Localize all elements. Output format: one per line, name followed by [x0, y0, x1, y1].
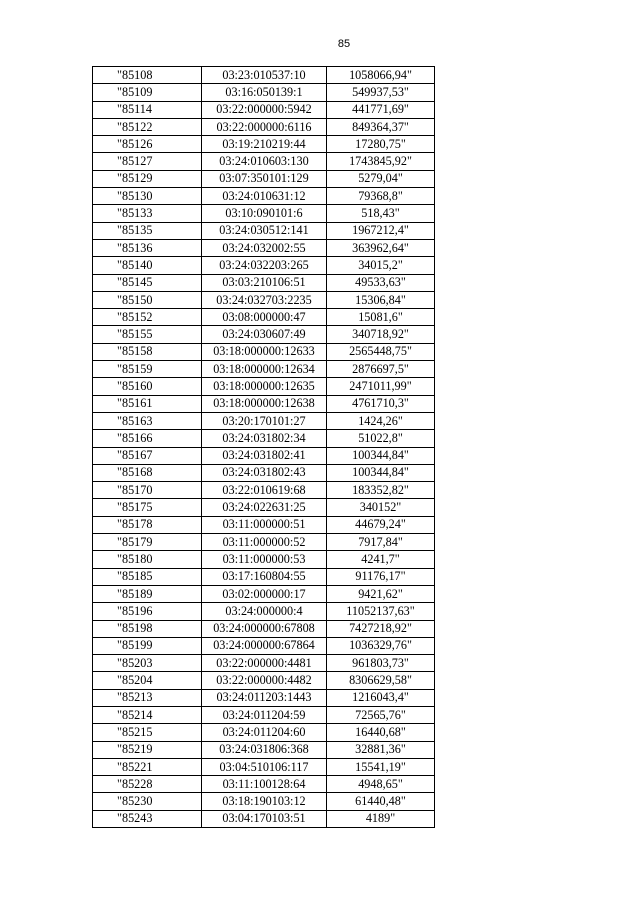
record-id-cell: "85152: [93, 309, 202, 326]
record-id-cell: "85109: [93, 84, 202, 101]
cadastral-number-cell: 03:24:000000:4: [202, 603, 327, 620]
value-cell: 15306,84": [327, 291, 435, 308]
record-id-cell: "85130: [93, 188, 202, 205]
value-cell: 2876697,5": [327, 361, 435, 378]
value-cell: 340152": [327, 499, 435, 516]
record-id-cell: "85122: [93, 118, 202, 135]
cadastral-number-cell: 03:22:000000:4482: [202, 672, 327, 689]
cadastral-number-cell: 03:24:032002:55: [202, 239, 327, 256]
value-cell: 51022,8": [327, 430, 435, 447]
value-cell: 8306629,58": [327, 672, 435, 689]
value-cell: 4761710,3": [327, 395, 435, 412]
cadastral-number-cell: 03:11:000000:52: [202, 534, 327, 551]
table-row: [93, 585, 435, 602]
record-id-cell: "85126: [93, 136, 202, 153]
record-id-cell: "85203: [93, 655, 202, 672]
value-cell: 4948,65": [327, 776, 435, 793]
record-id-cell: "85108: [93, 67, 202, 84]
table-row: [93, 222, 435, 239]
record-id-cell: "85129: [93, 170, 202, 187]
record-id-cell: "85213: [93, 689, 202, 706]
table-row: [93, 67, 435, 84]
value-cell: 15541,19": [327, 758, 435, 775]
cadastral-number-cell: 03:02:000000:17: [202, 585, 327, 602]
cadastral-number-cell: 03:18:000000:12635: [202, 378, 327, 395]
record-id-cell: "85214: [93, 706, 202, 723]
table-row: [93, 568, 435, 585]
cadastral-number-cell: 03:22:000000:4481: [202, 655, 327, 672]
data-table: [92, 66, 435, 828]
value-cell: 34015,2": [327, 257, 435, 274]
cadastral-number-cell: 03:08:000000:47: [202, 309, 327, 326]
cadastral-number-cell: 03:24:031806:368: [202, 741, 327, 758]
cadastral-number-cell: 03:07:350101:129: [202, 170, 327, 187]
record-id-cell: "85135: [93, 222, 202, 239]
table-row: [93, 706, 435, 723]
value-cell: 2471011,99": [327, 378, 435, 395]
table-row: [93, 136, 435, 153]
cadastral-number-cell: 03:24:032203:265: [202, 257, 327, 274]
page-number: 85: [337, 38, 351, 50]
cadastral-number-cell: 03:24:030607:49: [202, 326, 327, 343]
record-id-cell: "85179: [93, 534, 202, 551]
cadastral-number-cell: 03:19:210219:44: [202, 136, 327, 153]
cadastral-number-cell: 03:18:000000:12633: [202, 343, 327, 360]
value-cell: 79368,8": [327, 188, 435, 205]
cadastral-number-cell: 03:16:050139:1: [202, 84, 327, 101]
value-cell: 44679,24": [327, 516, 435, 533]
table-row: [93, 672, 435, 689]
value-cell: 49533,63": [327, 274, 435, 291]
table-row: [93, 412, 435, 429]
value-cell: 441771,69": [327, 101, 435, 118]
table-row: [93, 534, 435, 551]
record-id-cell: "85170: [93, 482, 202, 499]
value-cell: 1036329,76": [327, 637, 435, 654]
value-cell: 16440,68": [327, 724, 435, 741]
record-id-cell: "85168: [93, 464, 202, 481]
record-id-cell: "85160: [93, 378, 202, 395]
cadastral-number-cell: 03:23:010537:10: [202, 67, 327, 84]
value-cell: 518,43": [327, 205, 435, 222]
cadastral-number-cell: 03:24:022631:25: [202, 499, 327, 516]
table-row: [93, 655, 435, 672]
cadastral-number-cell: 03:10:090101:6: [202, 205, 327, 222]
value-cell: 100344,84": [327, 447, 435, 464]
value-cell: 1967212,4": [327, 222, 435, 239]
cadastral-number-cell: 03:24:031802:43: [202, 464, 327, 481]
cadastral-number-cell: 03:24:011204:59: [202, 706, 327, 723]
record-id-cell: "85175: [93, 499, 202, 516]
value-cell: 100344,84": [327, 464, 435, 481]
table-row: [93, 447, 435, 464]
value-cell: 9421,62": [327, 585, 435, 602]
record-id-cell: "85166: [93, 430, 202, 447]
record-id-cell: "85221: [93, 758, 202, 775]
cadastral-number-cell: 03:20:170101:27: [202, 412, 327, 429]
value-cell: 363962,64": [327, 239, 435, 256]
cadastral-number-cell: 03:11:100128:64: [202, 776, 327, 793]
table-row: [93, 257, 435, 274]
value-cell: 1058066,94": [327, 67, 435, 84]
table-row: [93, 637, 435, 654]
value-cell: 7427218,92": [327, 620, 435, 637]
record-id-cell: "85204: [93, 672, 202, 689]
cadastral-number-cell: 03:22:000000:5942: [202, 101, 327, 118]
cadastral-number-cell: 03:04:510106:117: [202, 758, 327, 775]
cadastral-number-cell: 03:11:000000:53: [202, 551, 327, 568]
table-row: [93, 101, 435, 118]
cadastral-number-cell: 03:24:030512:141: [202, 222, 327, 239]
value-cell: 32881,36": [327, 741, 435, 758]
table-row: [93, 84, 435, 101]
table-row: [93, 741, 435, 758]
value-cell: 5279,04": [327, 170, 435, 187]
cadastral-number-cell: 03:24:000000:67864: [202, 637, 327, 654]
table-row: [93, 689, 435, 706]
table-row: [93, 205, 435, 222]
table-row: [93, 516, 435, 533]
table-row: [93, 620, 435, 637]
table-row: [93, 430, 435, 447]
cadastral-number-cell: 03:24:032703:2235: [202, 291, 327, 308]
table-row: [93, 153, 435, 170]
record-id-cell: "85140: [93, 257, 202, 274]
cadastral-number-cell: 03:03:210106:51: [202, 274, 327, 291]
record-id-cell: "85178: [93, 516, 202, 533]
record-id-cell: "85180: [93, 551, 202, 568]
table-body: [93, 67, 435, 828]
value-cell: 4241,7": [327, 551, 435, 568]
value-cell: 849364,37": [327, 118, 435, 135]
cadastral-number-cell: 03:24:011204:60: [202, 724, 327, 741]
value-cell: 72565,76": [327, 706, 435, 723]
cadastral-number-cell: 03:24:031802:41: [202, 447, 327, 464]
record-id-cell: "85155: [93, 326, 202, 343]
table-row: [93, 724, 435, 741]
record-id-cell: "85167: [93, 447, 202, 464]
value-cell: 17280,75": [327, 136, 435, 153]
table-row: [93, 188, 435, 205]
record-id-cell: "85127: [93, 153, 202, 170]
table-row: [93, 118, 435, 135]
table-row: [93, 343, 435, 360]
cadastral-number-cell: 03:22:010619:68: [202, 482, 327, 499]
cadastral-number-cell: 03:18:000000:12638: [202, 395, 327, 412]
record-id-cell: "85215: [93, 724, 202, 741]
value-cell: 4189": [327, 810, 435, 827]
record-id-cell: "85145: [93, 274, 202, 291]
cadastral-number-cell: 03:18:190103:12: [202, 793, 327, 810]
cadastral-number-cell: 03:24:031802:34: [202, 430, 327, 447]
table-row: [93, 551, 435, 568]
value-cell: 961803,73": [327, 655, 435, 672]
cadastral-number-cell: 03:24:010631:12: [202, 188, 327, 205]
table-row: [93, 239, 435, 256]
value-cell: 11052137,63": [327, 603, 435, 620]
table-row: [93, 326, 435, 343]
table-row: [93, 170, 435, 187]
record-id-cell: "85185: [93, 568, 202, 585]
record-id-cell: "85199: [93, 637, 202, 654]
table-row: [93, 499, 435, 516]
value-cell: 1216043,4": [327, 689, 435, 706]
value-cell: 7917,84": [327, 534, 435, 551]
table-row: [93, 810, 435, 827]
table-row: [93, 291, 435, 308]
record-id-cell: "85228: [93, 776, 202, 793]
table-row: [93, 464, 435, 481]
record-id-cell: "85219: [93, 741, 202, 758]
cadastral-number-cell: 03:22:000000:6116: [202, 118, 327, 135]
table-row: [93, 309, 435, 326]
cadastral-number-cell: 03:24:010603:130: [202, 153, 327, 170]
cadastral-number-cell: 03:24:011203:1443: [202, 689, 327, 706]
value-cell: 183352,82": [327, 482, 435, 499]
table-row: [93, 274, 435, 291]
table-row: [93, 378, 435, 395]
cadastral-number-cell: 03:24:000000:67808: [202, 620, 327, 637]
record-id-cell: "85163: [93, 412, 202, 429]
value-cell: 549937,53": [327, 84, 435, 101]
value-cell: 1743845,92": [327, 153, 435, 170]
value-cell: 91176,17": [327, 568, 435, 585]
record-id-cell: "85159: [93, 361, 202, 378]
value-cell: 15081,6": [327, 309, 435, 326]
value-cell: 340718,92": [327, 326, 435, 343]
record-id-cell: "85189: [93, 585, 202, 602]
value-cell: 61440,48": [327, 793, 435, 810]
record-id-cell: "85198: [93, 620, 202, 637]
cadastral-number-cell: 03:04:170103:51: [202, 810, 327, 827]
record-id-cell: "85150: [93, 291, 202, 308]
table-row: [93, 793, 435, 810]
record-id-cell: "85230: [93, 793, 202, 810]
table-row: [93, 361, 435, 378]
table-row: [93, 603, 435, 620]
table-row: [93, 776, 435, 793]
record-id-cell: "85243: [93, 810, 202, 827]
record-id-cell: "85114: [93, 101, 202, 118]
record-id-cell: "85133: [93, 205, 202, 222]
record-id-cell: "85196: [93, 603, 202, 620]
value-cell: 1424,26": [327, 412, 435, 429]
cadastral-number-cell: 03:18:000000:12634: [202, 361, 327, 378]
record-id-cell: "85161: [93, 395, 202, 412]
value-cell: 2565448,75": [327, 343, 435, 360]
record-id-cell: "85158: [93, 343, 202, 360]
table-row: [93, 395, 435, 412]
record-id-cell: "85136: [93, 239, 202, 256]
table-row: [93, 758, 435, 775]
cadastral-number-cell: 03:17:160804:55: [202, 568, 327, 585]
table-row: [93, 482, 435, 499]
cadastral-number-cell: 03:11:000000:51: [202, 516, 327, 533]
